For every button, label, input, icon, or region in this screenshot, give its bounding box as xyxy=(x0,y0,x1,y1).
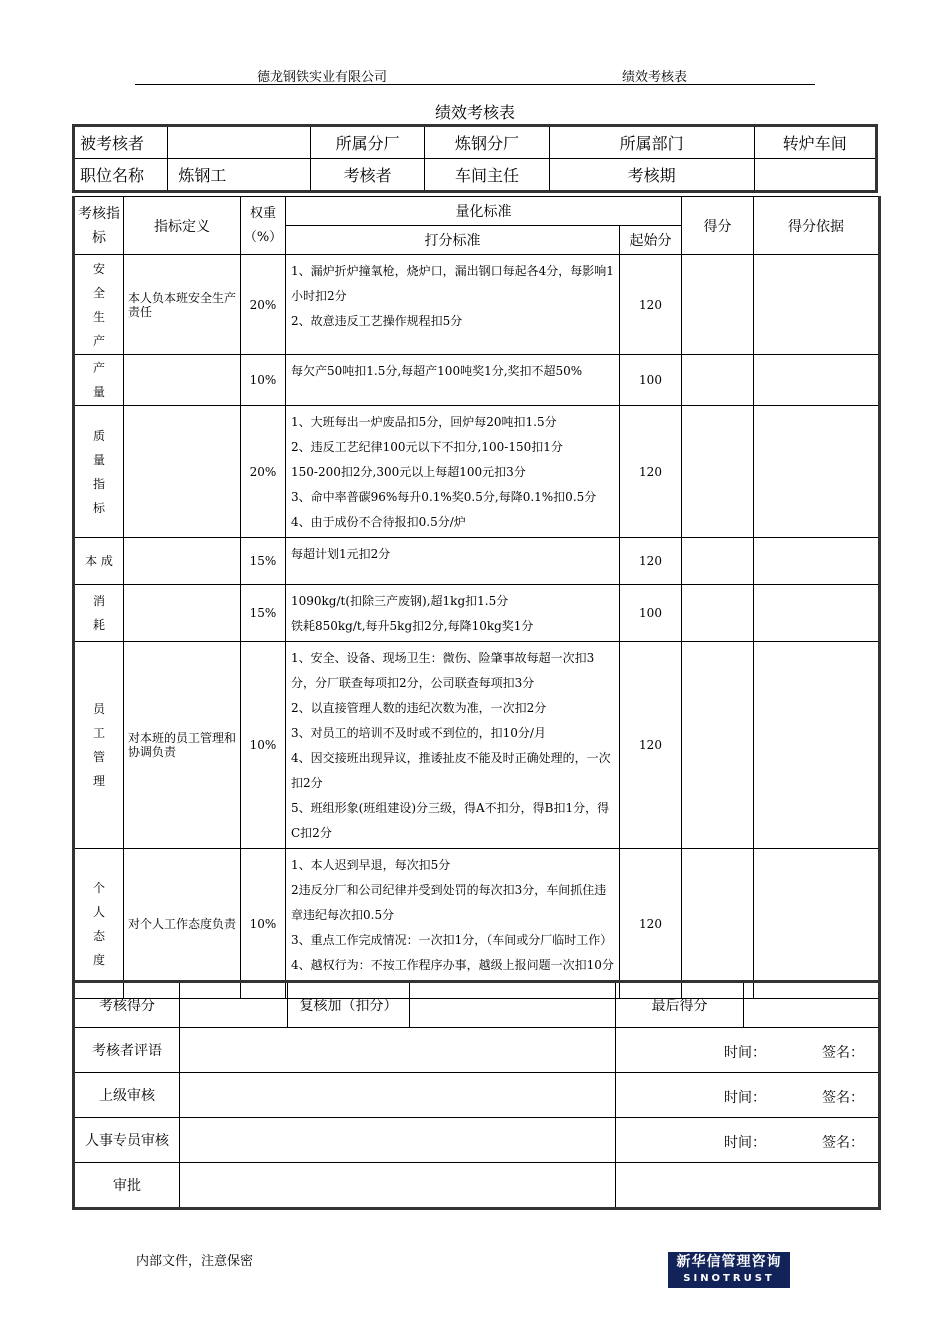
scoring-standard xyxy=(286,255,620,355)
standard-line: 2违反分厂和公司纪律并受到处罚的每次扣3分，车间抓住违章违纪每次扣0.5分 xyxy=(291,883,607,922)
hr-signoff[interactable] xyxy=(616,1118,880,1163)
comment-field[interactable] xyxy=(180,1028,616,1073)
header-score: 得分 xyxy=(682,197,754,255)
indicator-name xyxy=(74,538,124,585)
indicator-name-char: 个 xyxy=(92,880,105,895)
score-input[interactable] xyxy=(682,355,754,406)
indicator-weight: 20% xyxy=(241,255,286,355)
indicator-name xyxy=(74,849,124,999)
score-input[interactable] xyxy=(682,538,754,585)
base-score: 120 xyxy=(620,538,682,585)
indicator-name-char: 安 xyxy=(92,261,105,276)
logo-cn: 新华信管理咨询 xyxy=(676,1254,782,1270)
dept-label: 所属部门 xyxy=(549,126,754,159)
standard-line: 1、本人迟到早退，每次扣5分 xyxy=(291,858,451,872)
basis-input[interactable] xyxy=(754,255,880,355)
indicator-name-char: 员 xyxy=(92,702,105,716)
position-label: 职位名称 xyxy=(74,159,168,192)
review-field[interactable] xyxy=(410,982,616,1028)
scoring-standard xyxy=(286,355,620,406)
indicator-name xyxy=(74,255,124,355)
scoring-standard xyxy=(286,538,620,585)
form-title: 绩效考核表 xyxy=(434,103,515,122)
position-value[interactable]: 炼钢工 xyxy=(168,159,311,192)
standard-line: 4、越权行为：不按工作程序办事，越级上报问题一次扣10分 xyxy=(291,958,614,972)
indicator-name-char: 量 xyxy=(92,452,105,467)
indicator-name xyxy=(74,642,124,849)
indicator-name-char: 理 xyxy=(92,774,105,788)
header-doc-title: 绩效考核表 xyxy=(622,70,688,85)
indicator-name-char: 本 xyxy=(85,554,98,568)
standard-line: 1、漏炉折炉撞氧枪，烧炉口，漏出钢口每起各4分，每影响1小时扣2分 xyxy=(291,264,614,303)
base-score: 120 xyxy=(620,642,682,849)
indicator-row xyxy=(74,255,880,355)
indicator-name-char: 耗 xyxy=(92,618,105,632)
indicator-row xyxy=(74,355,880,406)
base-score: 100 xyxy=(620,585,682,642)
standard-line: 5、班组形象(班组建设)分三级，得A不扣分，得B扣1分，得C扣2分 xyxy=(291,801,610,840)
time-label: 时间： xyxy=(724,1045,766,1061)
examinee-field[interactable] xyxy=(168,126,311,159)
indicator-name-char: 生 xyxy=(92,309,105,324)
score-input[interactable] xyxy=(682,585,754,642)
standard-line: 3、对员工的培训不及时或不到位的，扣10分/月 xyxy=(291,726,546,740)
final-field[interactable] xyxy=(744,982,880,1028)
score-field[interactable] xyxy=(180,982,288,1028)
indicator-definition xyxy=(124,538,241,585)
approve-signoff[interactable] xyxy=(616,1163,880,1209)
indicator-name-char: 指 xyxy=(92,476,105,491)
indicator-name-char: 态 xyxy=(92,928,105,943)
base-score: 100 xyxy=(620,355,682,406)
standard-line: 3、重点工作完成情况：一次扣1分，（车间或分厂临时工作） xyxy=(291,933,613,947)
basis-input[interactable] xyxy=(754,406,880,538)
indicator-name-char: 标 xyxy=(92,500,105,515)
header-indicator: 考核指标 xyxy=(74,197,124,255)
basis-input[interactable] xyxy=(754,849,880,999)
indicator-name-char: 产 xyxy=(92,333,105,348)
indicator-weight: 10% xyxy=(241,849,286,999)
indicator-row xyxy=(74,642,880,849)
indicator-weight: 20% xyxy=(241,406,286,538)
indicator-name-char: 消 xyxy=(92,594,105,608)
header-quant: 量化标准 xyxy=(286,197,682,226)
superior-label: 上级审核 xyxy=(74,1073,180,1118)
indicator-name-char: 质 xyxy=(92,428,105,443)
review-label: 复核加（扣分） xyxy=(288,982,410,1028)
indicator-name-char: 产 xyxy=(92,361,105,375)
basis-input[interactable] xyxy=(754,585,880,642)
indicator-name-char: 工 xyxy=(92,726,105,740)
basis-input[interactable] xyxy=(754,642,880,849)
approve-label: 审批 xyxy=(74,1163,180,1209)
time-label: 时间： xyxy=(724,1090,766,1106)
indicator-weight: 10% xyxy=(241,642,286,849)
indicator-table xyxy=(72,196,881,999)
indicator-weight: 15% xyxy=(241,538,286,585)
scoring-standard xyxy=(286,849,620,999)
comment-signoff[interactable] xyxy=(616,1028,880,1073)
indicator-definition: 本人负本班安全生产责任 xyxy=(124,255,241,355)
indicator-weight: 15% xyxy=(241,585,286,642)
sinotrust-logo xyxy=(668,1252,790,1288)
indicator-row xyxy=(74,585,880,642)
hr-field[interactable] xyxy=(180,1118,616,1163)
standard-line: 4、由于成份不合待报扣0.5分/炉 xyxy=(291,515,466,529)
company-name: 德龙钢铁实业有限公司 xyxy=(257,70,388,85)
confidential-note: 内部文件，注意保密 xyxy=(136,1254,254,1269)
sign-label: 签名： xyxy=(822,1090,864,1106)
sign-label: 签名： xyxy=(822,1045,864,1061)
logo-en: SINOTRUST xyxy=(683,1273,775,1284)
standard-line: 2、故意违反工艺操作规程扣5分 xyxy=(291,314,463,328)
indicator-row xyxy=(74,406,880,538)
basis-input[interactable] xyxy=(754,538,880,585)
standard-line: 2、以直接管理人数的违纪次数为准，一次扣2分 xyxy=(291,701,547,715)
indicator-name-char: 管 xyxy=(92,750,105,764)
indicator-definition xyxy=(124,406,241,538)
indicator-name-char: 全 xyxy=(92,285,105,300)
indicator-definition xyxy=(124,585,241,642)
header-weight: 权重（%） xyxy=(241,197,286,255)
hr-label: 人事专员审核 xyxy=(74,1118,180,1163)
scoring-standard xyxy=(286,585,620,642)
standard-line: 1、安全、设备、现场卫生：微伤、险肇事故每超一次扣3分，分厂联查每项扣2分，公司联查每项扣3分 xyxy=(291,651,595,690)
indicator-name-char: 度 xyxy=(92,952,105,967)
approve-field[interactable] xyxy=(180,1163,616,1209)
indicator-row xyxy=(74,849,880,999)
score-label: 考核得分 xyxy=(74,982,180,1028)
header-definition: 指标定义 xyxy=(124,197,241,255)
scoring-standard xyxy=(286,642,620,849)
indicator-weight: 10% xyxy=(241,355,286,406)
base-score: 120 xyxy=(620,406,682,538)
comment-label: 考核者评语 xyxy=(74,1028,180,1073)
standard-line: 每超计划1元扣2分 xyxy=(291,547,391,561)
indicator-definition: 对个人工作态度负责 xyxy=(124,849,241,999)
final-label: 最后得分 xyxy=(616,982,744,1028)
scoring-standard xyxy=(286,406,620,538)
examiner-value[interactable]: 车间主任 xyxy=(425,159,549,192)
period-label: 考核期 xyxy=(549,159,754,192)
superior-field[interactable] xyxy=(180,1073,616,1118)
header-base: 起始分 xyxy=(620,226,682,255)
dept-value[interactable]: 转炉车间 xyxy=(754,126,877,159)
header-basis: 得分依据 xyxy=(754,197,880,255)
indicator-name xyxy=(74,406,124,538)
branch-value[interactable]: 炼钢分厂 xyxy=(425,126,549,159)
indicator-name-char: 成 xyxy=(100,554,113,568)
standard-line: 4、因交接班出现异议，推诿扯皮不能及时正确处理的，一次扣2分 xyxy=(291,751,611,790)
indicator-row xyxy=(74,538,880,585)
indicator-name xyxy=(74,585,124,642)
standard-line: 2、违反工艺纪律100元以下不扣分,100-150扣1分 xyxy=(291,440,563,454)
summary-table xyxy=(72,980,881,1210)
indicator-name-char: 人 xyxy=(92,904,105,919)
indicator-definition xyxy=(124,355,241,406)
branch-label: 所属分厂 xyxy=(310,126,424,159)
standard-line: 每欠产50吨扣1.5分,每超产100吨奖1分,奖扣不超50% xyxy=(291,364,583,378)
score-input[interactable] xyxy=(682,642,754,849)
examiner-label: 考核者 xyxy=(310,159,424,192)
standard-line: 150-200扣2分,300元以上每超100元扣3分 xyxy=(291,465,526,479)
score-input[interactable] xyxy=(682,849,754,999)
header-scoring: 打分标准 xyxy=(286,226,620,255)
base-score: 120 xyxy=(620,255,682,355)
page-header xyxy=(135,66,815,85)
period-field[interactable] xyxy=(754,159,877,192)
info-table xyxy=(72,124,878,193)
time-label: 时间： xyxy=(724,1135,766,1151)
indicator-definition: 对本班的员工管理和协调负责 xyxy=(124,642,241,849)
standard-line: 铁耗850kg/t,每升5kg扣2分,每降10kg奖1分 xyxy=(291,619,534,633)
indicator-name-char: 量 xyxy=(92,385,105,399)
indicator-name xyxy=(74,355,124,406)
score-input[interactable] xyxy=(682,255,754,355)
superior-signoff[interactable] xyxy=(616,1073,880,1118)
score-input[interactable] xyxy=(682,406,754,538)
examinee-label: 被考核者 xyxy=(74,126,168,159)
standard-line: 3、命中率普碳96%每升0.1%奖0.5分,每降0.1%扣0.5分 xyxy=(291,490,597,504)
basis-input[interactable] xyxy=(754,355,880,406)
base-score: 120 xyxy=(620,849,682,999)
standard-line: 1、大班每出一炉废品扣5分，回炉每20吨扣1.5分 xyxy=(291,415,557,429)
sign-label: 签名： xyxy=(822,1135,864,1151)
standard-line: 1090kg/t(扣除三产废钢),超1kg扣1.5分 xyxy=(291,594,509,608)
